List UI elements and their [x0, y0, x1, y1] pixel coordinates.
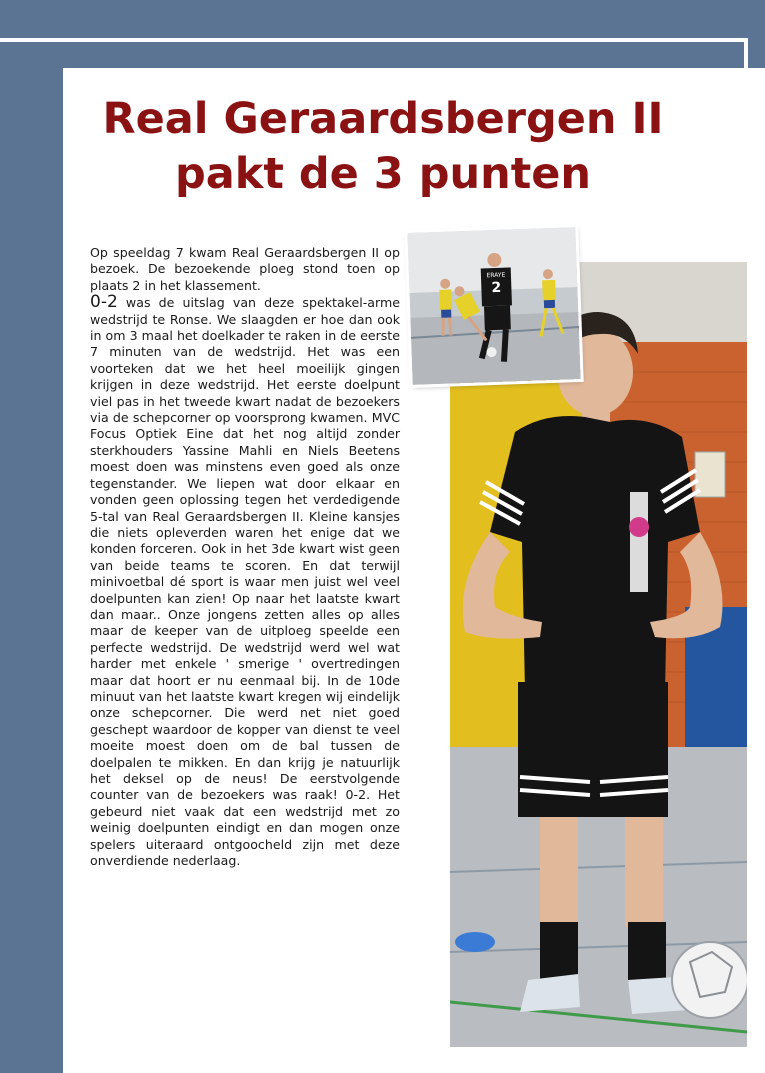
- article-title: Real Geraardsbergen II pakt de 3 punten: [102, 94, 664, 199]
- article-main-text: was de uitslag van deze spektakel-arme wedstrijd te Ronse. We slaagden er hoe dan ook in om 3 maal het doelkader te raken in de eerste 7 minuten van de wedstrijd. Het was een voorteken dat we het heel moeilijk gingen krijgen in deze wedstrijd. Het eerste doelpunt viel pas in het tweede kwart nadat de bezoekers via de schepcorner op voorsprong kwamen. MVC Focus Optiek Eine dat het nog altijd zonder sterkhouders Yassine Mahli en Niels Beetens moest doen was minstens even goed als onze tegenstander. We liepen wat door elkaar en vonden geen oplossing tegen het verdedigende 5-tal van Real Geraardsbergen II. Kleine kansjes die niets opleverden waren het enige dat we konden forceren. Ook in het 3de kwart wist geen van beide teams te scoren. En dat terwijl minivoetbal dé sport is waar men juist wel veel doelpunten kan zien! Op naar het laatste kwart dan maar.. Onze jongens zetten alles op alles maar de keeper van de uitploeg speelde een perfecte wedstrijd. De wedstrijd werd wel wat harder met enkele ' smerige ' overtredingen maar dat hoort er nu eenmaal bij. In de 10de minuut van het laatste kwart kregen wij eindelijk onze schepcorner. Die werd net niet goed geschept waardoor de kopper van dienst te veel moeite moest doen om de bal tussen de doelpalen te mikken. En dan krijg je natuurlijk het deksel op de neus! De eerstvolgende counter van de bezoekers was raak! 0-2. Het gebeurd niet vaak dat een wedstrijd met zo weinig doelpunten eindigt en dan mogen onze spelers uiteraard ontgoocheld zijn met deze onverdiende nederlaag.: [90, 295, 400, 869]
- article-main-paragraph: [90, 294, 400, 869]
- article-intro: Op speeldag 7 kwam Real Geraardsbergen II op bezoek. De bezoekende ploeg stond toen op plaats 2 in het klassement.: [90, 245, 400, 293]
- inset-action-photo: [407, 227, 580, 385]
- frame-divider-line: [0, 38, 748, 42]
- page-frame-top: [0, 0, 765, 68]
- article-body: [90, 245, 400, 869]
- inset-jersey-number: 2: [491, 279, 502, 297]
- frame-divider-corner: [744, 38, 748, 68]
- page-frame-left: [0, 0, 63, 1073]
- score-lead: 0-2: [90, 292, 118, 313]
- inset-jersey-text: ERAYE: [486, 271, 506, 280]
